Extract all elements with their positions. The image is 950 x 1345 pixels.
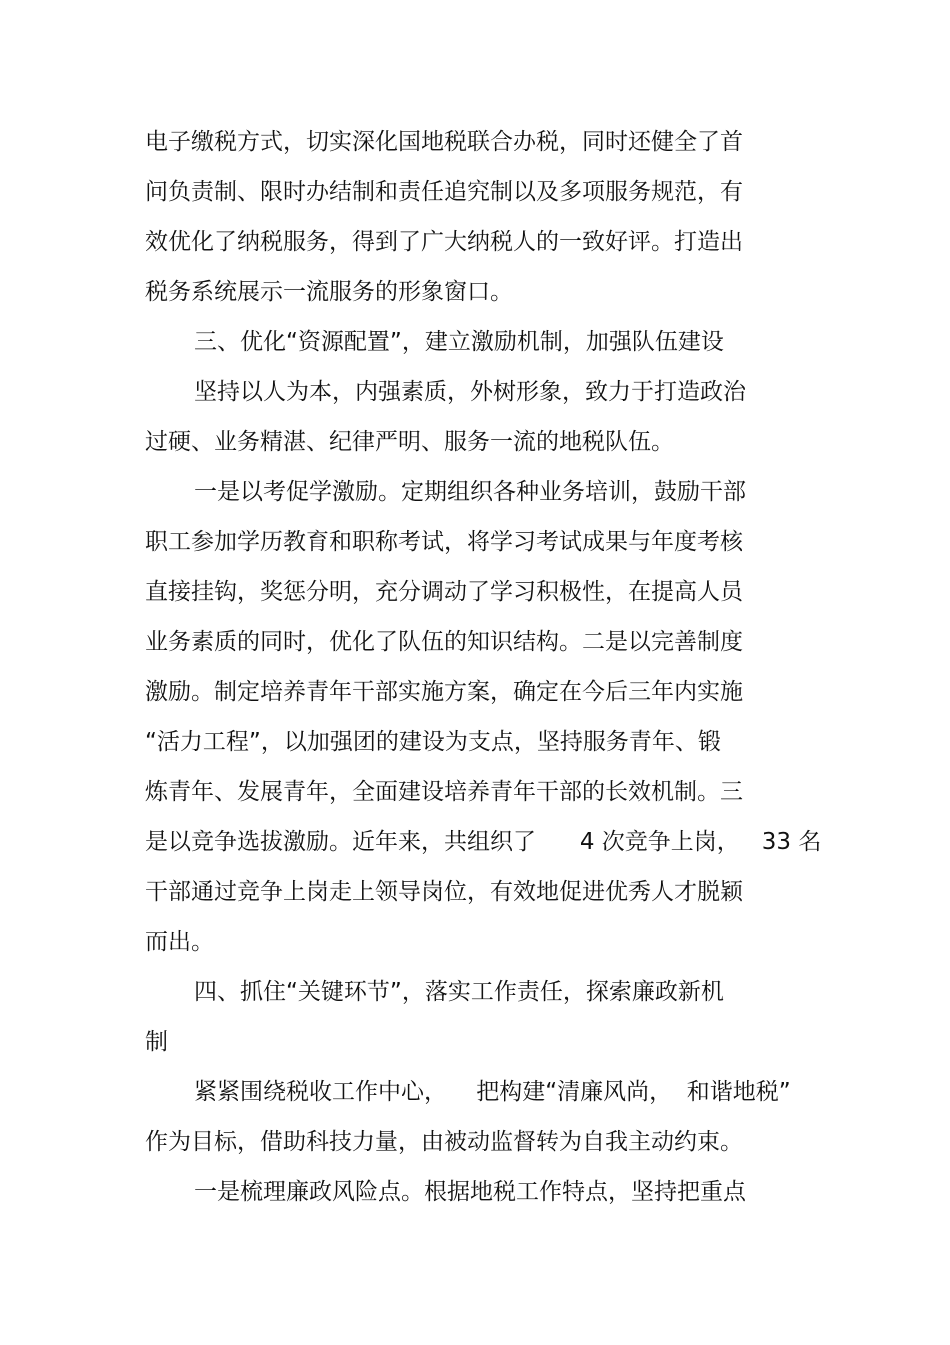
text-line: 一是梳理廉政风险点。根据地税工作特点，坚持把重点 — [194, 1179, 746, 1205]
text-line: 紧紧围绕税收工作中心， 把构建“清廉风尚， 和谐地税” — [194, 1079, 791, 1105]
text-line: 作为目标，借助科技力量，由被动监督转为自我主动约束。 — [145, 1129, 743, 1155]
text-line: 干部通过竞争上岗走上领导岗位，有效地促进优秀人才脱颖 — [145, 879, 743, 905]
text-line: 而出。 — [145, 929, 214, 955]
text-line: 过硬、业务精湛、纪律严明、服务一流的地税队伍。 — [145, 429, 674, 455]
text-line: “活力工程”，以加强团的建设为支点，坚持服务青年、锻 — [145, 729, 721, 755]
text-line: 坚持以人为本，内强素质，外树形象，致力于打造政治 — [194, 379, 746, 405]
text-line: 效优化了纳税服务，得到了广大纳税人的一致好评。打造出 — [145, 229, 743, 255]
text-line: 一是以考促学激励。定期组织各种业务培训，鼓励干部 — [194, 479, 746, 505]
text-line: 是以竞争选拔激励。近年来，共组织了 4 次竞争上岗， 33 名 — [145, 829, 822, 855]
text-line: 业务素质的同时，优化了队伍的知识结构。二是以完善制度 — [145, 629, 743, 655]
text-line: 炼青年、发展青年，全面建设培养青年干部的长效机制。三 — [145, 779, 743, 805]
text-line: 直接挂钩，奖惩分明，充分调动了学习积极性，在提高人员 — [145, 579, 743, 605]
text-line: 激励。制定培养青年干部实施方案，确定在今后三年内实施 — [145, 679, 743, 705]
text-line: 税务系统展示一流服务的形象窗口。 — [145, 279, 513, 305]
text-line: 问负责制、限时办结制和责任追究制以及多项服务规范，有 — [145, 179, 743, 205]
text-line: 职工参加学历教育和职称考试，将学习考试成果与年度考核 — [145, 529, 743, 555]
section-heading: 三、优化“资源配置”，建立激励机制，加强队伍建设 — [194, 329, 724, 355]
section-heading-continued: 制 — [145, 1029, 168, 1055]
section-heading: 四、抓住“关键环节”，落实工作责任，探索廉政新机 — [194, 979, 724, 1005]
text-line: 电子缴税方式，切实深化国地税联合办税，同时还健全了首 — [145, 129, 743, 155]
